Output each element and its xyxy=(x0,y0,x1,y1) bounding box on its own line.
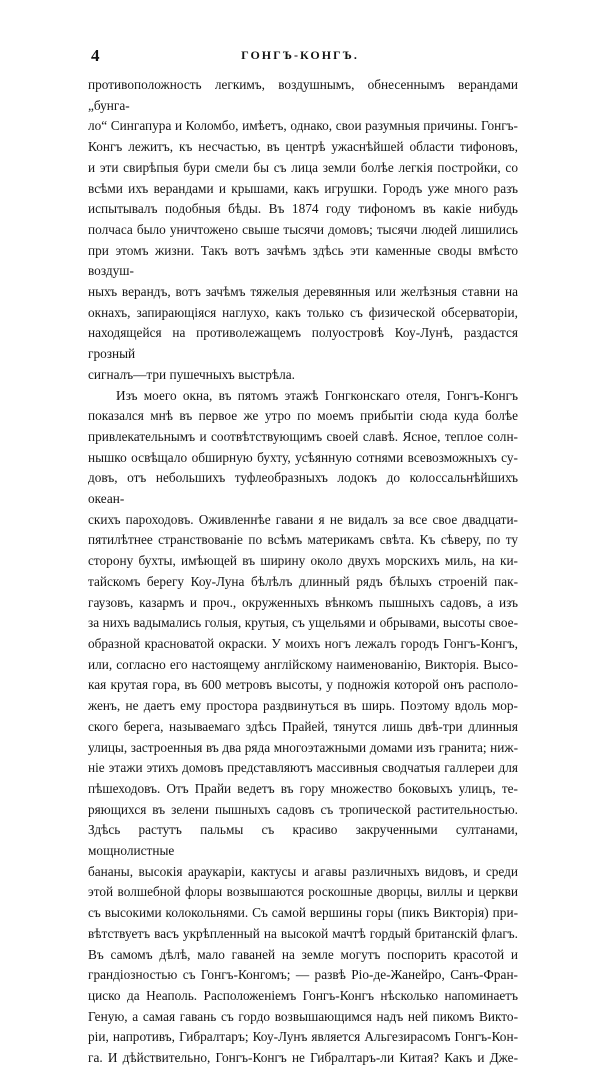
text-line: всѣми ихъ верандами и крышами, какъ игрушки. Городъ уже много разъ xyxy=(88,180,518,196)
text-line: пѣшеходовъ. Отъ Прайи ведетъ въ гору множество боковыхъ улицъ, те- xyxy=(88,780,518,796)
text-line: полчаса было уничтожено свыше тысячи домовъ; тысячи людей лишились xyxy=(88,221,518,237)
text-line: привлекательнымъ и соотвѣтствующимъ своей славѣ. Ясное, теплое солн- xyxy=(88,428,518,444)
text-line: Геную, а самая гавань съ гордо возвышающимся надъ ней пикомъ Викто- xyxy=(88,1008,518,1024)
text-line: Изъ моего окна, въ пятомъ этажѣ Гонгконскаго отеля, Гонгъ-Конгъ xyxy=(116,387,518,403)
body-text xyxy=(88,75,518,1069)
text-line: бананы, высокія араукаріи, кактусы и агавы различныхъ видовъ, и среди xyxy=(88,863,518,879)
running-head: ГОНГЪ-КОНГЪ. xyxy=(241,48,359,62)
text-line: пятилѣтнее странствованіе по всѣмъ материкамъ свѣта. Къ сѣверу, по ту xyxy=(88,532,518,548)
text-line: довъ, отъ небольшихъ туфлеобразныхъ лодокъ до колоссальнѣйшихъ океан- xyxy=(88,470,518,507)
text-line: сторону бухты, имѣющей въ ширину около двухъ морскихъ миль, на ки- xyxy=(88,553,518,569)
text-line: циско да Неаполь. Расположеніемъ Гонгъ-Конгъ нѣсколько напоминаетъ xyxy=(88,987,518,1003)
text-line: тайскомъ берегу Коу-Луна бѣлѣлъ длинный рядъ бѣлыхъ строеній пак- xyxy=(88,573,518,589)
text-line: га. И дѣйствительно, Гонгъ-Конгъ не Гибралтаръ-ли Китая? Какъ и Дже- xyxy=(88,1050,518,1066)
page-number: 4 xyxy=(91,46,100,65)
text-line: ніе этажи этихъ домовъ представляютъ массивныя сводчатыя галлереи для xyxy=(88,760,518,776)
text-line: и эти свирѣпыя бури смели бы съ лица земли болѣе легкія постройки, со xyxy=(88,159,518,175)
text-line: ского берега, называемаго здѣсь Прайей, тянутся лишь двѣ-три длинныя xyxy=(88,718,518,734)
text-line: улицы, застроенныя въ два ряда многоэтажными домами изъ гранита; ниж- xyxy=(88,739,518,755)
text-line: показался мнѣ въ первое же утро по моемъ прибытіи сюда куда болѣе xyxy=(88,408,518,424)
text-line: гаузовъ, казармъ и проч., окруженныхъ вѣнкомъ пышныхъ садовъ, а изъ xyxy=(88,594,518,610)
text-line: ряющихся въ зелени пышныхъ садовъ съ тропической растительностью. xyxy=(88,801,518,817)
text-line: Въ самомъ дѣлѣ, мало гаваней на земле могутъ поспорить красотой и xyxy=(88,946,518,962)
text-line: при этомъ жизни. Такъ вотъ зачѣмъ здѣсь эти каменные своды вмѣсто воздуш- xyxy=(88,242,518,279)
text-line: вѣтствуетъ васъ укрѣпленный на высокой мачтѣ гордый британскій флагъ. xyxy=(88,925,518,941)
text-line: находящейся на противолежащемъ полуостровѣ Коу-Лунѣ, раздастся грозный xyxy=(88,325,518,362)
text-line: противоположность легкимъ, воздушнымъ, обнесеннымъ верандами „бунга- xyxy=(88,77,518,113)
text-line: этой волшебной флоры возвышаются роскошные дворцы, виллы и церкви xyxy=(88,884,518,900)
text-line: ріи, напротивъ, Гибралтаръ; Коу-Лунъ является Альгезирасомъ Гонгъ-Кон- xyxy=(88,1029,518,1045)
text-line: кая крутая гора, въ 600 метровъ высоты, у подножія которой онъ располо- xyxy=(88,677,518,693)
text-line: за нихъ вадымались голыя, крутыя, съ ущельями и обрывами, высоты свое- xyxy=(88,615,518,631)
text-line: испытывалъ подобныя бѣды. Въ 1874 году тифономъ въ какіе нибудь xyxy=(88,201,518,217)
text-line: грандіозностью съ Гонгъ-Конгомъ; — развѣ Ріо-де-Жанейро, Санъ-Фран- xyxy=(88,967,518,983)
text-line: нышко освѣщало обширную бухту, усѣянную сотнями всевозможныхъ су- xyxy=(88,449,518,465)
text-line: ло“ Сингапура и Коломбо, имѣетъ, однако, свои разумныя причины. Гонгъ- xyxy=(88,118,518,134)
text-line: или, согласно его настоящему англійскому наименованію, Викторія. Высо- xyxy=(88,656,518,672)
text-line: съ высокими колокольнями. Съ самой вершины горы (пикъ Викторія) при- xyxy=(88,905,518,921)
text-line: сигналъ—три пушечныхъ выстрѣла. xyxy=(88,366,295,382)
text-line: женъ, не даетъ ему простора раздвинуться въ ширь. Поэтому вдоль мор- xyxy=(88,698,518,714)
text-line: Конгъ лежитъ, къ несчастью, въ центрѣ ужаснѣйшей области тифоновъ, xyxy=(88,139,518,155)
text-line: образной красноватой окраски. У моихъ ногъ лежалъ городъ Гонгъ-Конгъ, xyxy=(88,635,518,651)
text-line: Здѣсь растутъ пальмы съ красиво закрученными султанами, мощнолистные xyxy=(88,822,518,859)
text-line: окнахъ, запирающіяся наглухо, какъ только съ физической обсерваторіи, xyxy=(88,304,518,320)
text-line: ныхъ верандъ, вотъ зачѣмъ тяжелыя деревянныя или желѣзныя ставни на xyxy=(88,284,518,300)
text-line: скихъ пароходовъ. Оживленнѣе гавани я не видалъ за все свое двадцати- xyxy=(88,511,518,527)
